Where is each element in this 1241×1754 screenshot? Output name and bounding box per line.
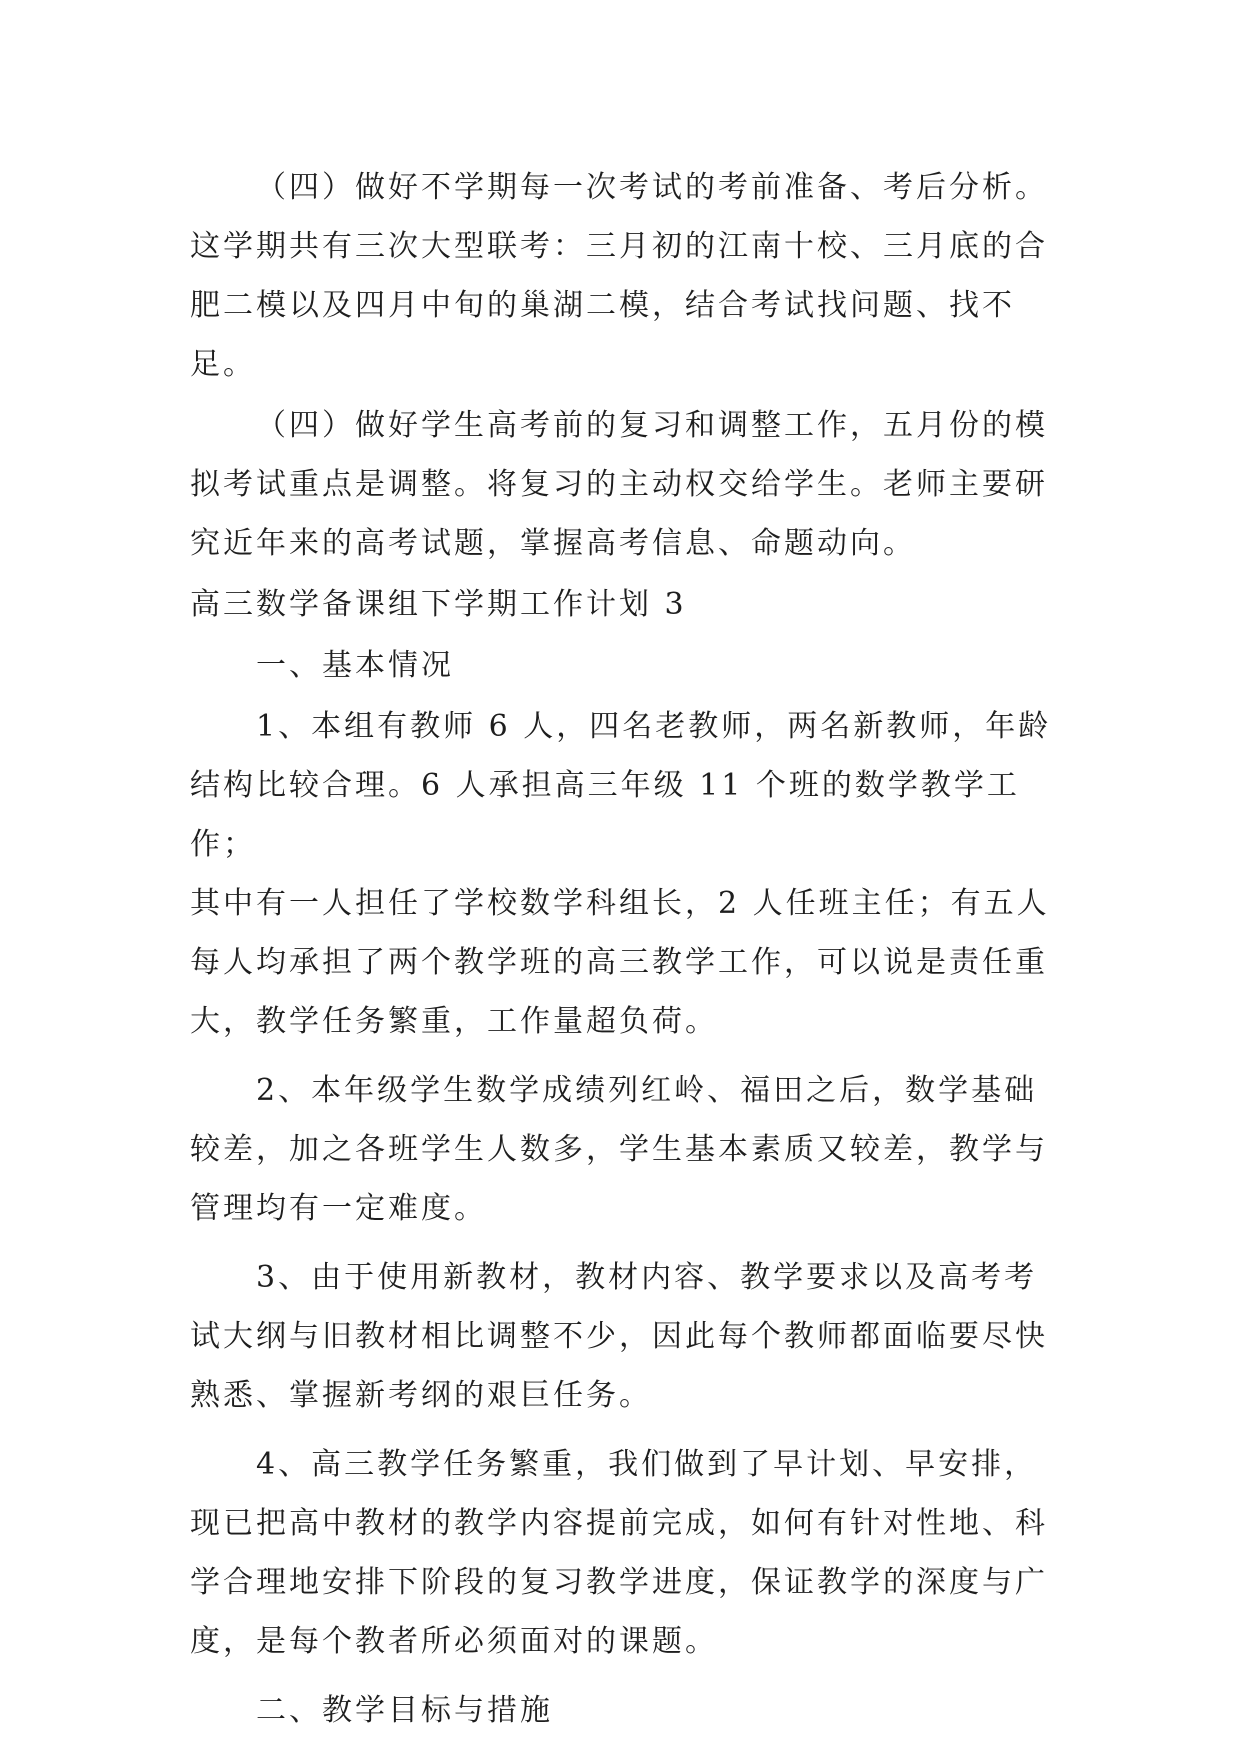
paragraph-item-2: 2、本年级学生数学成绩列红岭、福田之后，数学基础 较差，加之各班学生人数多，学生基本素质又较差，教学与 管理均有一定难度。 [190, 1073, 1048, 1226]
paragraph-review-adjustment: （四）做好学生高考前的复习和调整工作，五月份的模 拟考试重点是调整。将复习的主动权交给学生。老师主要研 究近年来的高考试题，掌握高考信息、命题动向。 [190, 408, 1048, 561]
heading-basic-situation: 一、基本情况 [256, 648, 454, 683]
paragraph-exam-preparation: （四）做好不学期每一次考试的考前准备、考后分析。 这学期共有三次大型联考：三月初的江南十校、三月底的合 肥二模以及四月中旬的巢湖二模，结合考试找问题、找不足。 [190, 170, 1048, 382]
heading-goals-measures: 二、教学目标与措施 [256, 1693, 553, 1728]
paragraph-item-1: 1、本组有教师 6 人，四名老教师，两名新教师，年龄 结构比较合理。6 人承担高三年级 11 个班的数学教学工作； 其中有一人担任了学校数学科组长，2 人任班主任；有五人 每人均承担了两个教学班的高三教学工作，可以说是责任重 大，教学任务繁重，工作量超负荷。 [190, 709, 1052, 1039]
paragraph-item-4: 4、高三教学任务繁重，我们做到了早计划、早安排， 现已把高中教材的教学内容提前完成，如何有针对性地、科 学合理地安排下阶段的复习教学进度，保证教学的深度与广 度，是每个教者所必须面对的课题。 [190, 1447, 1048, 1659]
section-title-plan-3: 高三数学备课组下学期工作计划 3 [190, 587, 687, 622]
document-body [190, 158, 1070, 1740]
paragraph-item-3: 3、由于使用新教材，教材内容、教学要求以及高考考 试大纲与旧教材相比调整不少，因此每个教师都面临要尽快 熟悉、掌握新考纲的艰巨任务。 [190, 1260, 1048, 1413]
